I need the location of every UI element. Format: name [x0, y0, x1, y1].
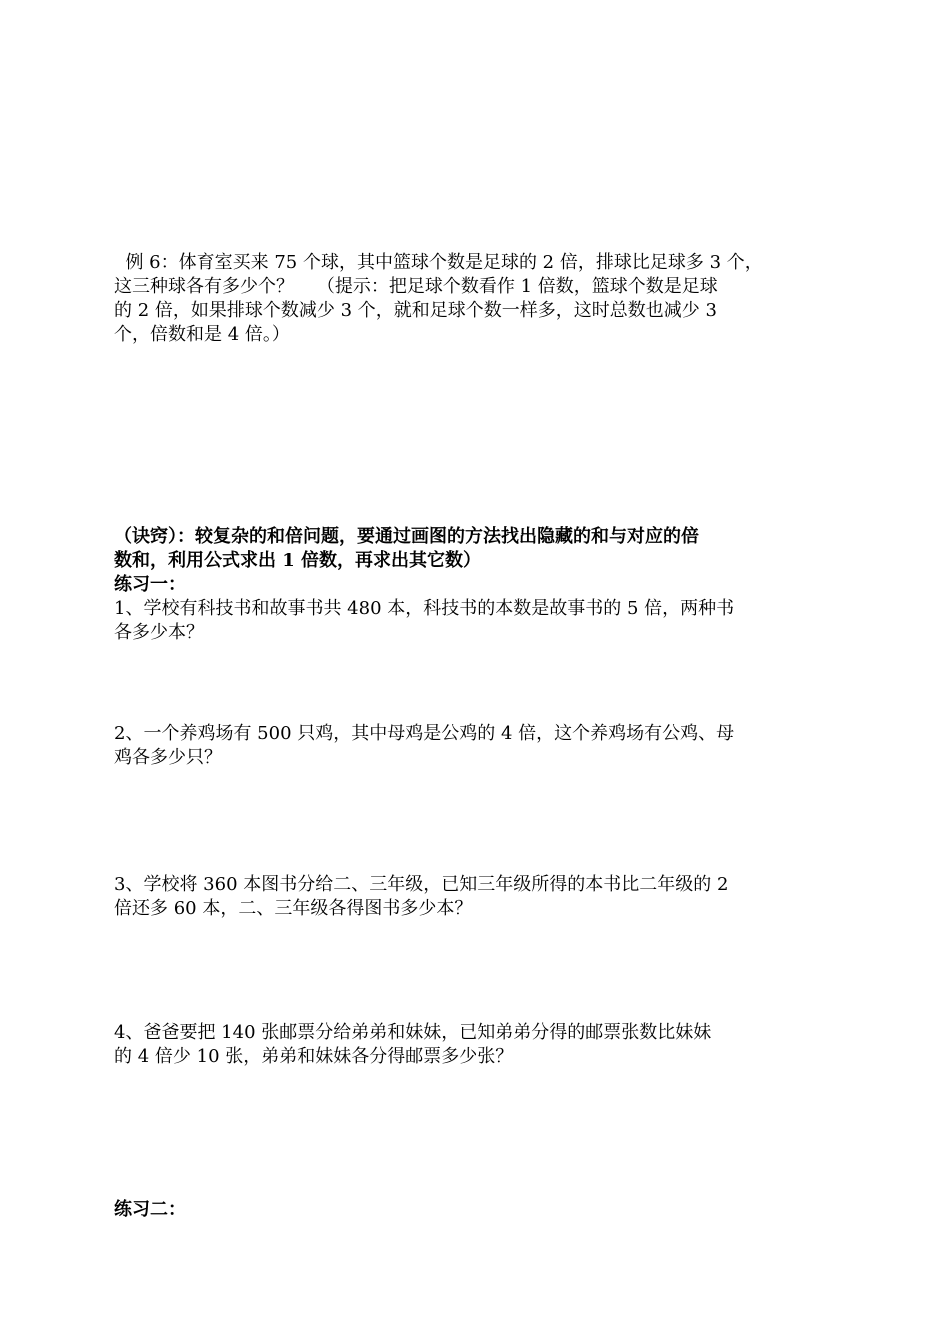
question-3 — [114, 873, 844, 921]
text-line: 这三种球各有多少个？ （提示：把足球个数看作 1 倍数，篮球个数是足球 — [114, 276, 718, 297]
text-line: 3、学校将 360 本图书分给二、三年级，已知三年级所得的本书比二年级的 2 — [114, 874, 729, 895]
example-6-paragraph — [114, 251, 844, 347]
text-line: 数和，利用公式求出 1 倍数，再求出其它数） — [114, 550, 482, 571]
text-line: 的 4 倍少 10 张，弟弟和妹妹各分得邮票多少张？ — [114, 1046, 514, 1067]
text-line: 倍还多 60 本，二、三年级各得图书多少本？ — [114, 898, 473, 919]
text-line: 2、一个养鸡场有 500 只鸡，其中母鸡是公鸡的 4 倍，这个养鸡场有公鸡、母 — [114, 723, 735, 744]
text-line: 个，倍数和是 4 倍。） — [114, 324, 290, 345]
text-line: 的 2 倍，如果排球个数减少 3 个，就和足球个数一样多，这时总数也减少 3 — [114, 300, 717, 321]
text-line: （诀窍）：较复杂的和倍问题，要通过画图的方法找出隐藏的和与对应的倍 — [114, 526, 699, 547]
exercise-2-heading: 练习二： — [114, 1199, 186, 1220]
text-line: 1、学校有科技书和故事书共 480 本，科技书的本数是故事书的 5 倍，两种书 — [114, 598, 735, 619]
question-1 — [114, 597, 844, 645]
text-line: 4、爸爸要把 140 张邮票分给弟弟和妹妹，已知弟弟分得的邮票张数比妹妹 — [114, 1022, 712, 1043]
exercise-1-heading: 练习一： — [114, 574, 186, 595]
tip-paragraph — [114, 525, 844, 573]
text-line: 各多少本？ — [114, 622, 204, 643]
question-4 — [114, 1021, 844, 1069]
text-line: 例 6：体育室买来 75 个球，其中篮球个数是足球的 2 倍，排球比足球多 3 个， — [114, 252, 763, 273]
question-2 — [114, 722, 844, 770]
text-line: 鸡各多少只？ — [114, 747, 222, 768]
